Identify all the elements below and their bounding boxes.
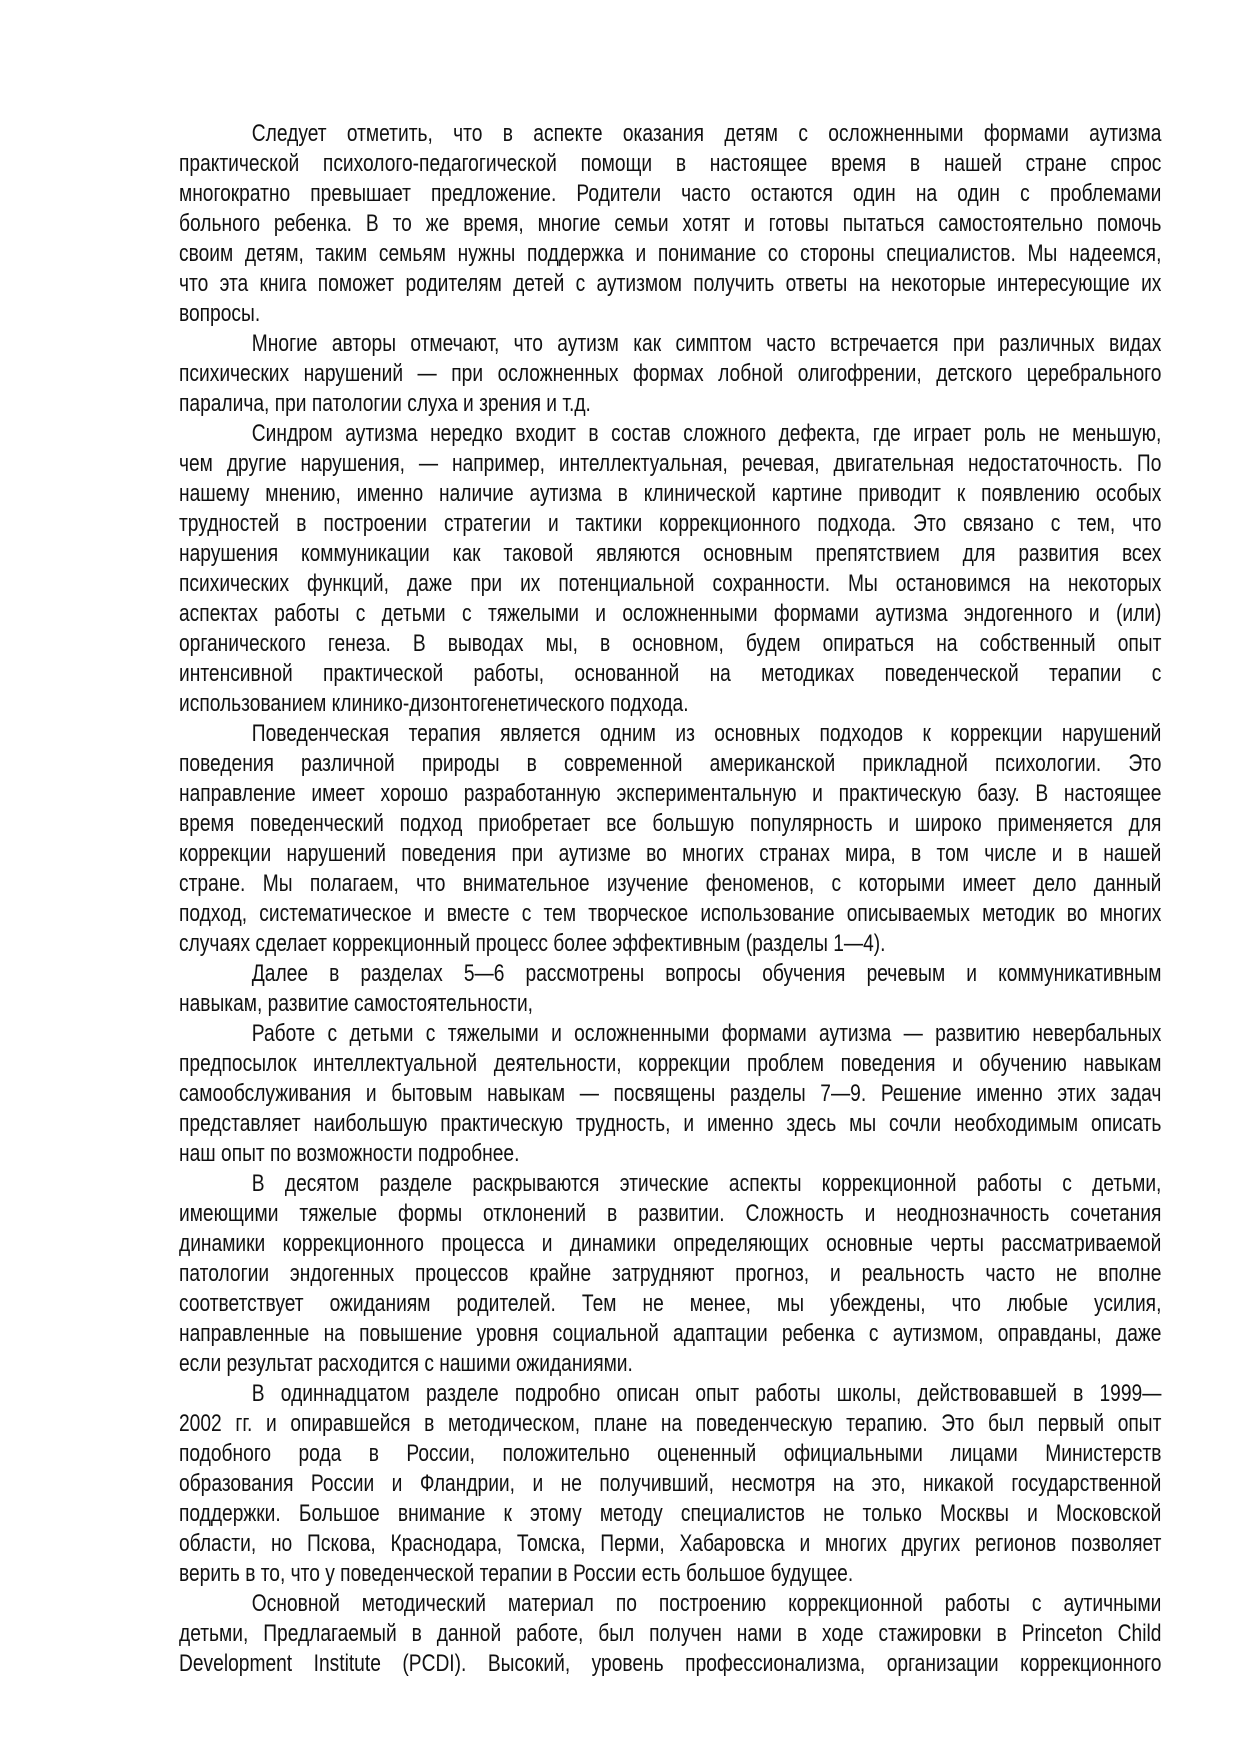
paragraph-line: В одиннадцатом разделе подробно описан опыт работы школы, действовавшей в 1999—: [251, 1380, 1162, 1407]
paragraph-line: случаях сделает коррекционный процесс более эффективным (разделы 1—4).: [179, 930, 886, 957]
paragraph-line: коррекции нарушений поведения при аутизме во многих странах мира, в том числе и в нашей: [179, 840, 1162, 867]
paragraph-line: поддержки. Большое внимание к этому методу специалистов не только Москвы и Московской: [179, 1500, 1162, 1527]
paragraph-line: трудностей в построении стратегии и тактики коррекционного подхода. Это связано с тем, что: [179, 510, 1162, 537]
paragraph-line: больного ребенка. В то же время, многие семьи хотят и готовы пытаться самостоятельно помочь: [179, 210, 1162, 237]
paragraph-line: Поведенческая терапия является одним из основных подходов к коррекции нарушений: [251, 720, 1162, 747]
paragraph-line: многократно превышает предложение. Родители часто остаются один на один с проблемами: [179, 180, 1162, 207]
paragraph-line: 2002 гг. и опиравшейся в методическом, плане на поведенческую терапию. Это был первый опыт: [179, 1410, 1162, 1437]
paragraph-line: поведения различной природы в современной американской прикладной психологии. Это: [179, 750, 1162, 777]
paragraph-line: наш опыт по возможности подробнее.: [179, 1140, 520, 1167]
paragraph-line: вопросы.: [179, 300, 261, 327]
paragraph: [179, 419, 1161, 719]
paragraph-line: направленные на повышение уровня социальной адаптации ребенка с аутизмом, оправданы, даже: [179, 1320, 1162, 1347]
paragraph-line: подход, систематическое и вместе с тем творческое использование описываемых методик во многих: [179, 900, 1162, 927]
paragraph-line: Многие авторы отмечают, что аутизм как симптом часто встречается при различных видах: [251, 330, 1162, 357]
paragraph-line: аспектах работы с детьми с тяжелыми и осложненными формами аутизма эндогенного и (или): [179, 600, 1162, 627]
paragraph-line: предпосылок интеллектуальной деятельности, коррекции проблем поведения и обучению навыкам: [179, 1050, 1162, 1077]
paragraph: [179, 719, 1161, 959]
paragraph-line: Далее в разделах 5—6 рассмотрены вопросы обучения речевым и коммуникативным: [251, 960, 1162, 987]
paragraph-line: время поведенческий подход приобретает все большую популярность и широко применяется для: [179, 810, 1162, 837]
paragraph-line: имеющими тяжелые формы отклонений в развитии. Сложность и неоднозначность сочетания: [179, 1200, 1162, 1227]
paragraph-line: образования России и Фландрии, и не получивший, несмотря на это, никакой государственной: [179, 1470, 1162, 1497]
paragraph-line: что эта книга поможет родителям детей с аутизмом получить ответы на некоторые интересующие их: [179, 270, 1162, 297]
paragraph-line: если результат расходится с нашими ожиданиями.: [179, 1350, 633, 1377]
paragraph-line: Следует отметить, что в аспекте оказания детям с осложненными формами аутизма: [251, 120, 1162, 147]
paragraph-line: интенсивной практической работы, основанной на методиках поведенческой терапии с: [179, 660, 1162, 687]
paragraph-line: паралича, при патологии слуха и зрения и т.д.: [179, 390, 591, 417]
document-body: [179, 119, 1161, 1679]
paragraph: [179, 1019, 1161, 1169]
paragraph-line: Основной методический материал по построению коррекционной работы с аутичными: [251, 1590, 1162, 1617]
paragraph-line: верить в то, что у поведенческой терапии в России есть большое будущее.: [179, 1560, 854, 1587]
paragraph-line: соответствует ожиданиям родителей. Тем не менее, мы убеждены, что любые усилия,: [179, 1290, 1162, 1317]
paragraph: [179, 329, 1161, 419]
paragraph: [179, 1379, 1161, 1589]
paragraph-line: В десятом разделе раскрываются этические аспекты коррекционной работы с детьми,: [251, 1170, 1162, 1197]
paragraph-line: Development Institute (PCDI). Высокий, уровень профессионализма, организации коррекционного: [179, 1650, 1162, 1677]
paragraph-line: стране. Мы полагаем, что внимательное изучение феноменов, с которыми имеет дело данный: [179, 870, 1162, 897]
paragraph-line: психических нарушений — при осложненных формах лобной олигофрении, детского церебрального: [179, 360, 1162, 387]
paragraph-line: практической психолого-педагогической помощи в настоящее время в нашей стране спрос: [179, 150, 1162, 177]
paragraph-line: нашему мнению, именно наличие аутизма в клинической картине приводит к появлению особых: [179, 480, 1162, 507]
paragraph-line: своим детям, таким семьям нужны поддержка и понимание со стороны специалистов. Мы надеемся,: [179, 240, 1162, 267]
paragraph: [179, 1589, 1161, 1679]
paragraph-line: подобного рода в России, положительно оцененный официальными лицами Министерств: [179, 1440, 1162, 1467]
paragraph-line: области, но Пскова, Краснодара, Томска, Перми, Хабаровска и многих других регионов позволяет: [179, 1530, 1162, 1557]
paragraph-line: представляет наибольшую практическую трудность, и именно здесь мы сочли необходимым описать: [179, 1110, 1162, 1137]
paragraph-line: динамики коррекционного процесса и динамики определяющих основные черты рассматриваемой: [179, 1230, 1162, 1257]
paragraph-line: психических функций, даже при их потенциальной сохранности. Мы остановимся на некоторых: [179, 570, 1162, 597]
paragraph: [179, 959, 1161, 1019]
paragraph-line: использованием клинико-дизонтогенетического подхода.: [179, 690, 689, 717]
paragraph-line: Синдром аутизма нередко входит в состав сложного дефекта, где играет роль не меньшую,: [251, 420, 1162, 447]
paragraph-line: патологии эндогенных процессов крайне затрудняют прогноз, и реальность часто не вполне: [179, 1260, 1162, 1287]
paragraph-line: нарушения коммуникации как таковой являются основным препятствием для развития всех: [179, 540, 1162, 567]
paragraph-line: органического генеза. В выводах мы, в основном, будем опираться на собственный опыт: [179, 630, 1162, 657]
paragraph-line: самообслуживания и бытовым навыкам — посвящены разделы 7—9. Решение именно этих задач: [179, 1080, 1162, 1107]
paragraph: [179, 1169, 1161, 1379]
paragraph-line: навыкам, развитие самостоятельности,: [179, 990, 534, 1017]
paragraph-line: чем другие нарушения, — например, интеллектуальная, речевая, двигательная недостаточность. По: [179, 450, 1162, 477]
paragraph-line: детьми, Предлагаемый в данной работе, был получен нами в ходе стажировки в Princeton Child: [179, 1620, 1162, 1647]
paragraph: [179, 119, 1161, 329]
paragraph-line: Работе с детьми с тяжелыми и осложненными формами аутизма — развитию невербальных: [251, 1020, 1162, 1047]
paragraph-line: направление имеет хорошо разработанную экспериментальную и практическую базу. В настоящее: [179, 780, 1162, 807]
